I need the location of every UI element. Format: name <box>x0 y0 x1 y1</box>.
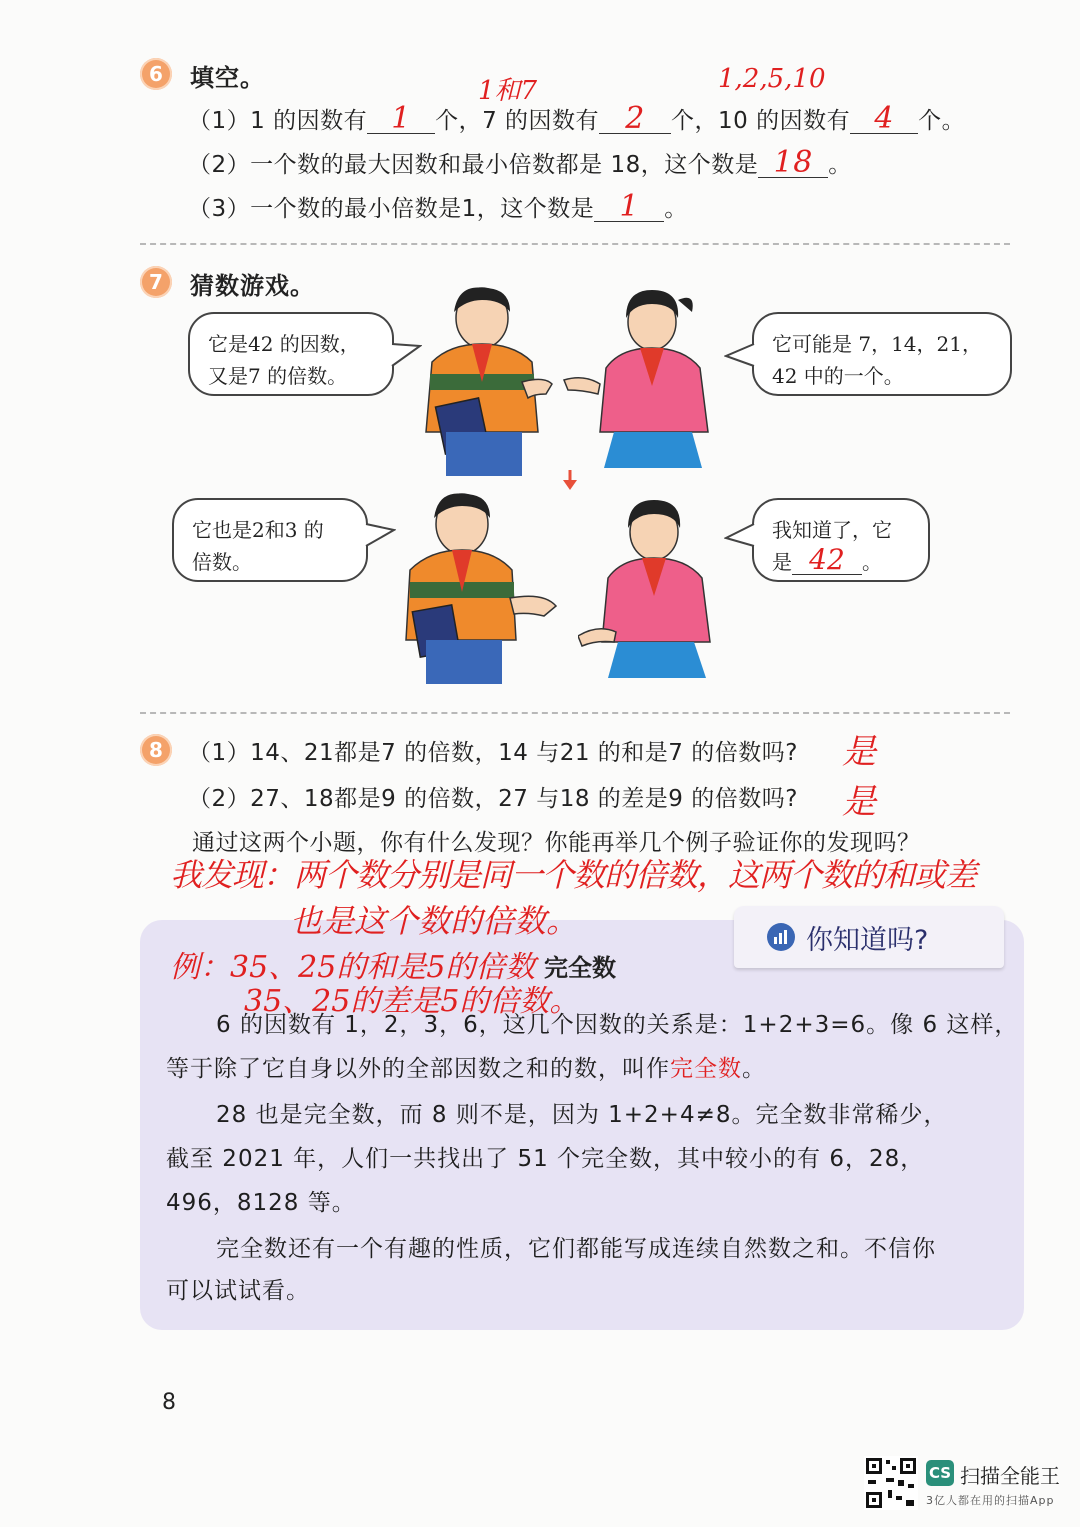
bubble-answer-line <box>772 543 910 578</box>
info-paragraph-3a: 完全数还有一个有趣的性质，它们都能写成连续自然数之和。不信你 <box>216 1236 936 1262</box>
info-paragraph-2b: 截至 2021 年，人们一共找出了 51 个完全数，其中较小的有 6，28， <box>166 1146 925 1172</box>
text: 。 <box>664 196 688 222</box>
handwritten-note-10-factors: 1,2,5,10 <box>718 64 826 94</box>
question-7-number: 7 <box>140 266 172 298</box>
question-8-number: 8 <box>140 734 172 766</box>
bubble-tail <box>724 520 756 550</box>
qr-code-icon <box>864 1456 918 1510</box>
bubble-text: 它可能是 7，14，21， <box>772 332 982 356</box>
page-number: 8 <box>162 1390 176 1415</box>
question-6-line-3 <box>188 190 688 223</box>
handwritten-example-1: 例：35、25的和是5的倍数 <box>170 950 536 985</box>
text: 个，10 的因数有 <box>671 108 851 134</box>
question-6-number: 6 <box>140 58 172 90</box>
bubble-text: 是 <box>772 550 792 574</box>
did-you-know-tab <box>734 906 1004 968</box>
answer-blank[interactable]: 42 <box>792 546 862 575</box>
question-6-line-2 <box>188 146 852 179</box>
footer-subtitle: 3亿人都在用的扫描App <box>926 1494 1055 1507</box>
text: （1）1 的因数有 <box>188 108 368 134</box>
handwritten-note-7-factors: 1和7 <box>478 76 538 106</box>
question-8-line-2: （2）27、18都是9 的倍数，27 与18 的差是9 的倍数吗? <box>188 786 798 812</box>
answer-blank[interactable]: 1 <box>367 105 435 134</box>
bubble-text: 。 <box>862 550 882 574</box>
tab-label: 你知道吗? <box>806 924 929 956</box>
info-paragraph-2a: 28 也是完全数，而 8 则不是，因为 1+2+4≠8。完全数非常稀少， <box>216 1102 948 1128</box>
divider <box>140 243 1010 245</box>
handwritten-answer: 是 <box>842 732 876 772</box>
bubble-text: 42 中的一个。 <box>772 364 904 388</box>
chart-icon <box>766 922 796 952</box>
bubble-text: 我知道了，它 <box>772 518 892 542</box>
speech-bubble-girl-2 <box>752 498 930 582</box>
footer-brand: 扫描全能王 <box>960 1464 1060 1488</box>
text: 。 <box>742 1056 766 1082</box>
speech-bubble-girl-1 <box>752 312 1012 396</box>
info-paragraph-1b <box>166 1050 766 1083</box>
bubble-text: 又是7 的倍数。 <box>208 364 348 388</box>
info-paragraph-2c: 496，8128 等。 <box>166 1190 356 1216</box>
question-7-title: 猜数游戏。 <box>190 272 315 300</box>
highlighted-term: 完全数 <box>670 1056 742 1082</box>
text: （3）一个数的最小倍数是1，这个数是 <box>188 196 595 222</box>
bubble-tail <box>364 520 396 550</box>
question-8-prompt: 通过这两个小题，你有什么发现？你能再举几个例子验证你的发现吗？ <box>192 830 921 856</box>
answer-blank[interactable]: 18 <box>758 149 828 178</box>
bubble-text: 它是42 的因数， <box>208 332 360 356</box>
text: 个。 <box>918 108 966 134</box>
info-paragraph-3b: 可以试试看。 <box>166 1278 310 1304</box>
handwritten-answer: 是 <box>842 782 876 822</box>
handwritten-finding-cont: 也是这个数的倍数。 <box>290 902 579 940</box>
question-6-title: 填空。 <box>190 64 265 92</box>
app-logo: CS <box>926 1460 954 1486</box>
info-paragraph-1a: 6 的因数有 1，2，3，6，这几个因数的关系是：1+2+3=6。像 6 这样， <box>216 1012 1019 1038</box>
speech-bubble-boy-1 <box>188 312 394 396</box>
speech-bubble-boy-2 <box>172 498 368 582</box>
boy-illustration-2 <box>394 488 564 688</box>
answer-blank[interactable]: 4 <box>850 105 918 134</box>
girl-illustration-2 <box>578 492 728 682</box>
text: 。 <box>828 152 852 178</box>
text: 等于除了它自身以外的全部因数之和的数，叫作 <box>166 1056 670 1082</box>
info-heading: 完全数 <box>544 954 616 982</box>
question-8-line-1: （1）14、21都是7 的倍数，14 与21 的和是7 的倍数吗? <box>188 740 798 766</box>
divider <box>140 712 1010 714</box>
bubble-text: 倍数。 <box>192 550 252 574</box>
boy-illustration-1 <box>410 282 560 480</box>
handwritten-example-2: 35、25的差是5的倍数。 <box>244 984 580 1019</box>
text: 个，7 的因数有 <box>435 108 600 134</box>
answer-blank[interactable]: 2 <box>599 105 671 134</box>
text: （2）一个数的最大因数和最小倍数都是 18，这个数是 <box>188 152 759 178</box>
question-6-line-1 <box>188 102 965 135</box>
handwritten-finding: 我发现：两个数分别是同一个数的倍数，这两个数的和或差 <box>170 856 977 894</box>
girl-illustration-1 <box>560 282 730 472</box>
answer-blank[interactable]: 1 <box>594 193 664 222</box>
bubble-text: 它也是2和3 的 <box>192 518 324 542</box>
